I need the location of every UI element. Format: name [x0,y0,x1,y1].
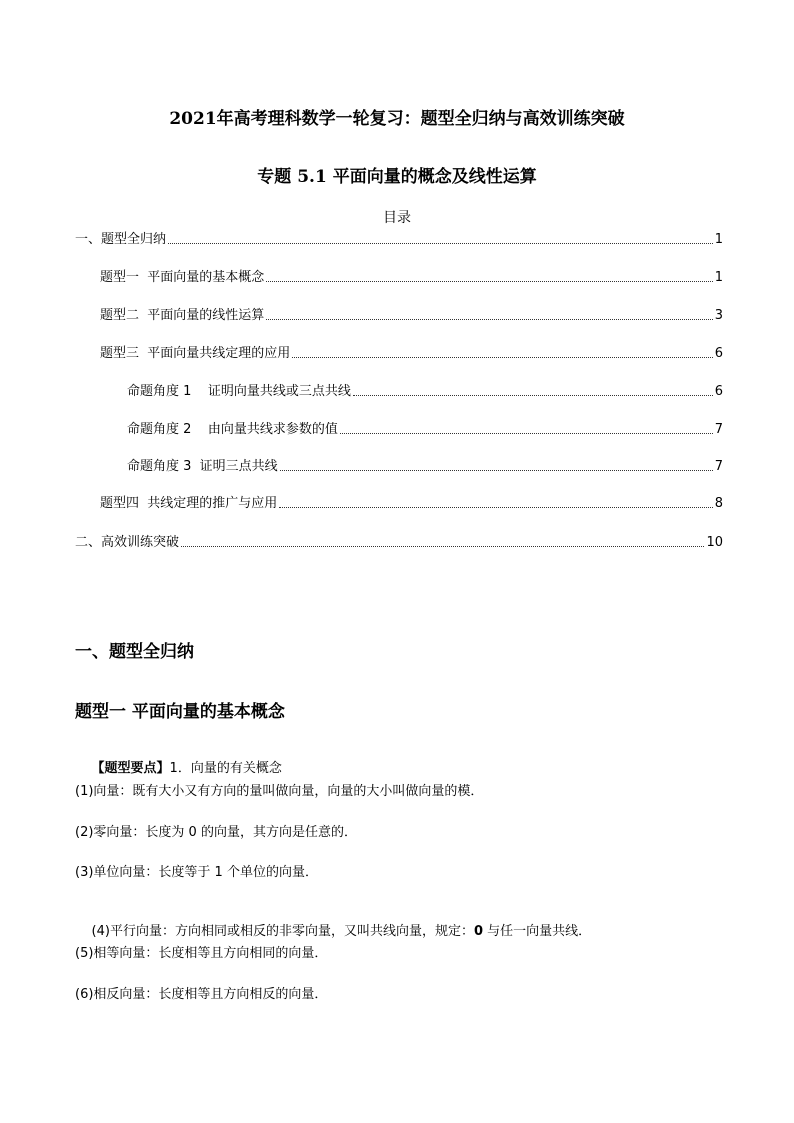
key-points-label: 【题型要点】 [91,761,170,776]
toc-leader-dots [340,432,713,434]
toc-entry-label: 题型一 平面向量的基本概念 [100,270,265,285]
toc-entry-label: 二、高效训练突破 [75,535,180,550]
toc-entry[interactable] [127,421,723,439]
toc-entry[interactable] [100,269,723,287]
section-heading: 一、题型全归纳 [75,642,194,662]
toc-entry-page: 1 [714,232,723,247]
toc-entry-page: 1 [714,270,723,285]
toc-entry[interactable] [127,383,723,401]
toc-entry-label: 命题角度 3 证明三点共线 [127,459,278,474]
concept-item: (6)相反向量：长度相等且方向相反的向量． [75,987,328,1002]
toc-entry-page: 3 [714,308,723,323]
toc-entry[interactable] [127,458,723,476]
concept-item: (5)相等向量：长度相等且方向相同的向量． [75,946,328,961]
toc-entry-page: 6 [714,346,723,361]
zero-vector-symbol: 0 [473,924,483,939]
toc-leader-dots [168,242,713,244]
toc-entry-page: 7 [714,459,723,474]
document-title: 2021年高考理科数学一轮复习：题型全归纳与高效训练突破 [169,109,625,129]
toc-leader-dots [353,394,713,396]
concept-item-text: (4)平行向量：方向相同或相反的非零向量，又叫共线向量，规定： [91,924,474,939]
document-subtitle: 专题 5.1 平面向量的概念及线性运算 [257,167,537,187]
concept-item: (1)向量：既有大小又有方向的量叫做向量，向量的大小叫做向量的模． [75,784,484,799]
toc-leader-dots [292,356,712,358]
toc-entry-label: 一、题型全归纳 [75,232,167,247]
toc-entry[interactable] [100,307,723,325]
concept-item-tail: 与任一向量共线． [483,924,592,939]
toc-entry-label: 命题角度 2 由向量共线求参数的值 [127,422,338,437]
toc-entry-page: 6 [714,384,723,399]
toc-entry-label: 题型二 平面向量的线性运算 [100,308,265,323]
toc-entry[interactable] [100,345,723,363]
toc-leader-dots [280,469,713,471]
toc-entry[interactable] [75,534,723,552]
toc-heading: 目录 [383,210,411,226]
toc-entry-page: 10 [706,535,723,550]
subsection-heading: 题型一 平面向量的基本概念 [75,702,285,722]
toc-leader-dots [279,506,712,508]
key-points-text: 1．向量的有关概念 [169,761,282,776]
toc-entry[interactable] [100,495,723,513]
toc-leader-dots [266,280,712,282]
concept-item: (2)零向量：长度为 0 的向量，其方向是任意的． [75,825,357,840]
toc-entry-page: 8 [714,496,723,511]
toc-entry-label: 命题角度 1 证明向量共线或三点共线 [127,384,351,399]
toc-entry-page: 7 [714,422,723,437]
toc-leader-dots [266,318,712,320]
toc-entry-label: 题型三 平面向量共线定理的应用 [100,346,291,361]
concept-item: (3)单位向量：长度等于 1 个单位的向量． [75,865,318,880]
toc-entry-label: 题型四 共线定理的推广与应用 [100,496,278,511]
toc-entry[interactable] [75,231,723,249]
toc-leader-dots [181,545,704,547]
